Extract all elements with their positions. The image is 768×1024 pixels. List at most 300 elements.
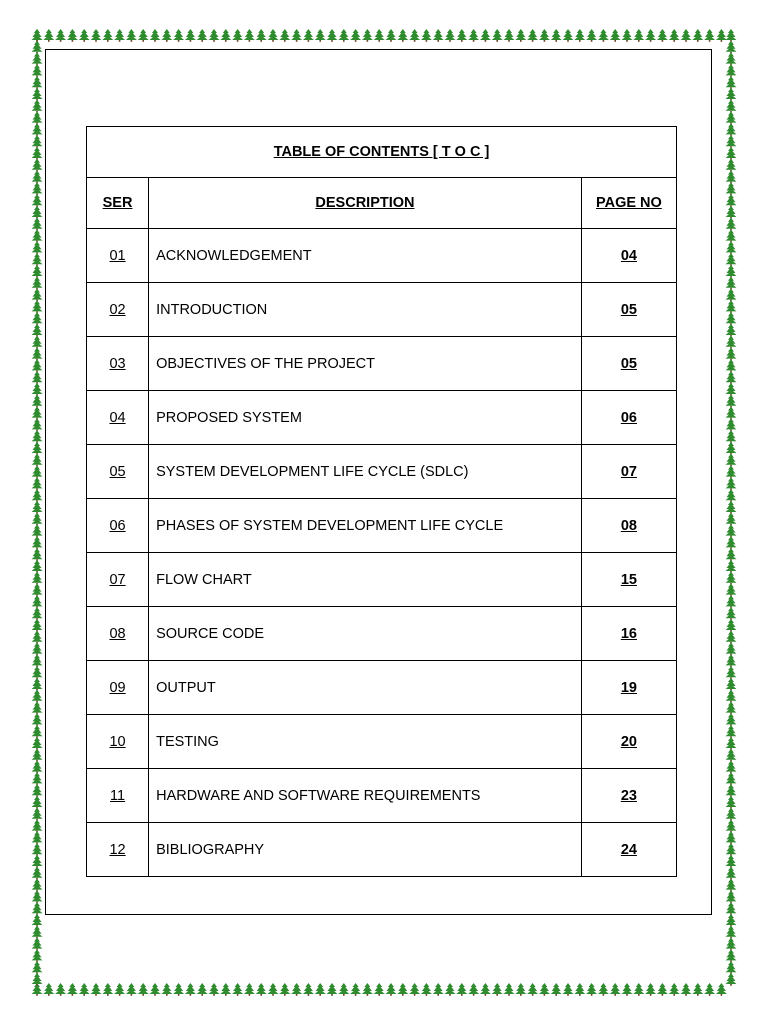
tree-icon (445, 983, 456, 996)
section-description: OBJECTIVES OF THE PROJECT (149, 337, 582, 391)
tree-icon (256, 983, 267, 996)
tree-icon (32, 442, 43, 455)
tree-icon (726, 159, 737, 172)
page-number: 16 (581, 607, 676, 661)
tree-icon (726, 902, 737, 915)
page-number: 19 (581, 661, 676, 715)
tree-icon (32, 914, 43, 927)
tree-icon (303, 29, 314, 42)
tree-icon (32, 300, 43, 313)
tree-icon (726, 123, 737, 136)
tree-icon (726, 961, 737, 974)
tree-icon (32, 961, 43, 974)
toc-row (87, 229, 677, 283)
tree-icon (726, 336, 737, 349)
tree-icon (150, 983, 161, 996)
tree-icon (32, 253, 43, 266)
ser-number: 01 (87, 229, 149, 283)
tree-icon (32, 560, 43, 573)
tree-icon (291, 29, 302, 42)
tree-icon (43, 983, 54, 996)
tree-icon (433, 29, 444, 42)
tree-icon (726, 41, 737, 54)
tree-icon (726, 761, 737, 774)
tree-icon (32, 53, 43, 66)
tree-icon (32, 407, 43, 420)
tree-icon (726, 784, 737, 797)
tree-icon (67, 983, 78, 996)
tree-icon (726, 796, 737, 809)
tree-icon (726, 395, 737, 408)
tree-icon (43, 29, 54, 42)
section-description: SOURCE CODE (149, 607, 582, 661)
tree-icon (681, 983, 692, 996)
tree-icon (79, 983, 90, 996)
tree-icon (138, 983, 149, 996)
tree-icon (657, 983, 668, 996)
toc-row (87, 391, 677, 445)
tree-icon (138, 29, 149, 42)
tree-icon (32, 525, 43, 538)
tree-icon (209, 983, 220, 996)
tree-icon (32, 359, 43, 372)
ser-number: 08 (87, 607, 149, 661)
tree-icon (32, 88, 43, 101)
tree-icon (468, 983, 479, 996)
tree-icon (32, 371, 43, 384)
tree-icon (726, 831, 737, 844)
tree-icon (726, 890, 737, 903)
tree-icon (726, 843, 737, 856)
description-header: DESCRIPTION (149, 178, 582, 229)
page-header: PAGE NO (581, 178, 676, 229)
tree-icon (32, 171, 43, 184)
tree-icon (726, 442, 737, 455)
tree-icon (726, 678, 737, 691)
tree-icon (32, 938, 43, 951)
tree-icon (726, 218, 737, 231)
tree-icon (32, 241, 43, 254)
tree-icon (515, 983, 526, 996)
tree-icon (102, 983, 113, 996)
tree-icon (726, 702, 737, 715)
tree-icon (102, 29, 113, 42)
tree-icon (32, 796, 43, 809)
tree-icon (291, 983, 302, 996)
toc-row (87, 661, 677, 715)
tree-icon (197, 29, 208, 42)
tree-icon (726, 867, 737, 880)
tree-icon (32, 879, 43, 892)
tree-icon (32, 182, 43, 195)
page-number: 05 (581, 283, 676, 337)
tree-icon (539, 983, 550, 996)
tree-icon (504, 983, 515, 996)
tree-icon (726, 112, 737, 125)
tree-icon (374, 983, 385, 996)
tree-icon (515, 29, 526, 42)
tree-icon (91, 29, 102, 42)
tree-icon (268, 983, 279, 996)
tree-icon (480, 29, 491, 42)
page-number: 05 (581, 337, 676, 391)
tree-icon (598, 29, 609, 42)
tree-icon (726, 973, 737, 986)
tree-icon (681, 29, 692, 42)
tree-icon (32, 725, 43, 738)
tree-icon (32, 64, 43, 77)
tree-icon (32, 123, 43, 136)
tree-icon (32, 855, 43, 868)
tree-icon (409, 29, 420, 42)
tree-icon (704, 983, 715, 996)
tree-icon (79, 29, 90, 42)
tree-icon (32, 749, 43, 762)
tree-icon (610, 983, 621, 996)
tree-icon (726, 289, 737, 302)
tree-icon (726, 584, 737, 597)
ser-number: 02 (87, 283, 149, 337)
tree-icon (161, 983, 172, 996)
tree-icon (586, 29, 597, 42)
section-description: BIBLIOGRAPHY (149, 823, 582, 877)
toc-title: TABLE OF CONTENTS [ T O C ] (87, 127, 677, 178)
tree-icon (610, 29, 621, 42)
tree-icon (726, 206, 737, 219)
tree-icon (327, 983, 338, 996)
page-number: 08 (581, 499, 676, 553)
tree-icon (726, 383, 737, 396)
tree-icon (492, 983, 503, 996)
tree-icon (32, 312, 43, 325)
tree-icon (726, 466, 737, 479)
tree-icon (726, 619, 737, 632)
tree-icon (563, 29, 574, 42)
toc-row (87, 283, 677, 337)
tree-icon (173, 29, 184, 42)
tree-icon (32, 867, 43, 880)
tree-icon (268, 29, 279, 42)
tree-icon (55, 983, 66, 996)
tree-icon (726, 572, 737, 585)
toc-header-row (87, 178, 677, 229)
section-description: SYSTEM DEVELOPMENT LIFE CYCLE (SDLC) (149, 445, 582, 499)
page-number: 04 (581, 229, 676, 283)
page-number: 23 (581, 769, 676, 823)
tree-border-right (724, 28, 738, 996)
tree-icon (279, 29, 290, 42)
toc-row (87, 337, 677, 391)
tree-icon (315, 29, 326, 42)
tree-icon (397, 983, 408, 996)
tree-icon (32, 100, 43, 113)
page-number: 24 (581, 823, 676, 877)
tree-icon (32, 772, 43, 785)
tree-icon (726, 100, 737, 113)
tree-icon (32, 76, 43, 89)
tree-icon (32, 808, 43, 821)
ser-header: SER (87, 178, 149, 229)
tree-icon (32, 383, 43, 396)
tree-icon (161, 29, 172, 42)
tree-icon (32, 194, 43, 207)
tree-icon (32, 348, 43, 361)
tree-icon (726, 53, 737, 66)
tree-icon (622, 983, 633, 996)
tree-icon (32, 643, 43, 656)
tree-icon (32, 713, 43, 726)
tree-icon (726, 135, 737, 148)
tree-icon (244, 983, 255, 996)
ser-number: 12 (87, 823, 149, 877)
table-of-contents (86, 126, 677, 877)
tree-icon (726, 643, 737, 656)
tree-icon (126, 983, 137, 996)
tree-icon (32, 289, 43, 302)
toc-row (87, 553, 677, 607)
tree-icon (726, 371, 737, 384)
tree-icon (726, 713, 737, 726)
tree-icon (32, 489, 43, 502)
section-description: FLOW CHART (149, 553, 582, 607)
tree-border-top (30, 28, 738, 42)
tree-border-left (30, 28, 44, 996)
tree-icon (32, 631, 43, 644)
ser-number: 11 (87, 769, 149, 823)
tree-icon (726, 808, 737, 821)
tree-icon (456, 29, 467, 42)
ser-number: 07 (87, 553, 149, 607)
tree-icon (32, 430, 43, 443)
tree-icon (32, 159, 43, 172)
tree-icon (726, 926, 737, 939)
tree-icon (726, 407, 737, 420)
tree-icon (32, 135, 43, 148)
ser-number: 06 (87, 499, 149, 553)
tree-icon (726, 171, 737, 184)
tree-icon (32, 949, 43, 962)
tree-icon (185, 983, 196, 996)
section-description: OUTPUT (149, 661, 582, 715)
tree-icon (726, 820, 737, 833)
tree-icon (32, 230, 43, 243)
tree-icon (726, 265, 737, 278)
tree-icon (32, 654, 43, 667)
tree-icon (150, 29, 161, 42)
tree-icon (586, 983, 597, 996)
section-description: TESTING (149, 715, 582, 769)
tree-icon (32, 595, 43, 608)
tree-icon (726, 348, 737, 361)
tree-icon (563, 983, 574, 996)
tree-icon (197, 983, 208, 996)
tree-icon (456, 983, 467, 996)
tree-icon (32, 206, 43, 219)
tree-icon (32, 619, 43, 632)
tree-icon (32, 218, 43, 231)
tree-icon (657, 29, 668, 42)
tree-icon (726, 666, 737, 679)
tree-icon (114, 983, 125, 996)
tree-icon (726, 607, 737, 620)
tree-icon (726, 737, 737, 750)
tree-icon (726, 949, 737, 962)
toc-row (87, 607, 677, 661)
section-description: INTRODUCTION (149, 283, 582, 337)
tree-icon (551, 29, 562, 42)
tree-icon (220, 29, 231, 42)
tree-icon (32, 147, 43, 160)
tree-icon (527, 29, 538, 42)
tree-icon (32, 902, 43, 915)
tree-icon (232, 29, 243, 42)
tree-icon (726, 595, 737, 608)
tree-icon (32, 536, 43, 549)
tree-icon (492, 29, 503, 42)
tree-icon (126, 29, 137, 42)
tree-icon (480, 983, 491, 996)
tree-icon (32, 336, 43, 349)
tree-icon (692, 983, 703, 996)
tree-icon (32, 678, 43, 691)
tree-icon (504, 29, 515, 42)
tree-icon (669, 983, 680, 996)
tree-icon (32, 418, 43, 431)
tree-icon (726, 76, 737, 89)
page-number: 15 (581, 553, 676, 607)
tree-icon (726, 29, 737, 42)
tree-icon (32, 737, 43, 750)
tree-icon (726, 300, 737, 313)
tree-icon (32, 666, 43, 679)
tree-icon (32, 607, 43, 620)
page-number: 20 (581, 715, 676, 769)
tree-icon (726, 182, 737, 195)
tree-icon (633, 29, 644, 42)
tree-icon (433, 983, 444, 996)
tree-icon (726, 560, 737, 573)
tree-icon (32, 761, 43, 774)
tree-icon (726, 772, 737, 785)
tree-icon (726, 548, 737, 561)
tree-icon (327, 29, 338, 42)
tree-border-bottom (30, 982, 738, 996)
tree-icon (32, 843, 43, 856)
tree-icon (726, 536, 737, 549)
tree-icon (32, 973, 43, 986)
section-description: PHASES OF SYSTEM DEVELOPMENT LIFE CYCLE (149, 499, 582, 553)
tree-icon (32, 265, 43, 278)
tree-icon (539, 29, 550, 42)
ser-number: 09 (87, 661, 149, 715)
tree-icon (527, 983, 538, 996)
tree-icon (303, 983, 314, 996)
tree-icon (32, 513, 43, 526)
tree-icon (726, 477, 737, 490)
tree-icon (726, 454, 737, 467)
tree-icon (315, 983, 326, 996)
tree-icon (244, 29, 255, 42)
tree-icon (726, 501, 737, 514)
section-description: PROPOSED SYSTEM (149, 391, 582, 445)
tree-icon (232, 983, 243, 996)
tree-icon (409, 983, 420, 996)
tree-icon (338, 983, 349, 996)
tree-icon (622, 29, 633, 42)
tree-icon (32, 831, 43, 844)
tree-icon (362, 29, 373, 42)
tree-icon (726, 855, 737, 868)
tree-icon (704, 29, 715, 42)
tree-icon (362, 983, 373, 996)
tree-icon (256, 29, 267, 42)
tree-icon (726, 418, 737, 431)
toc-row (87, 823, 677, 877)
tree-icon (726, 513, 737, 526)
tree-icon (726, 88, 737, 101)
tree-icon (726, 525, 737, 538)
tree-icon (350, 983, 361, 996)
tree-icon (598, 983, 609, 996)
tree-icon (32, 29, 43, 42)
tree-icon (67, 29, 78, 42)
tree-icon (726, 914, 737, 927)
tree-icon (645, 29, 656, 42)
tree-icon (397, 29, 408, 42)
tree-icon (173, 983, 184, 996)
toc-row (87, 445, 677, 499)
tree-icon (220, 983, 231, 996)
tree-icon (726, 430, 737, 443)
tree-icon (32, 584, 43, 597)
tree-icon (32, 820, 43, 833)
tree-icon (574, 29, 585, 42)
ser-number: 03 (87, 337, 149, 391)
tree-icon (91, 983, 102, 996)
tree-icon (386, 29, 397, 42)
tree-icon (32, 466, 43, 479)
tree-icon (726, 312, 737, 325)
tree-icon (32, 926, 43, 939)
tree-icon (350, 29, 361, 42)
tree-icon (726, 194, 737, 207)
tree-icon (32, 41, 43, 54)
tree-icon (386, 983, 397, 996)
tree-icon (32, 572, 43, 585)
tree-icon (574, 983, 585, 996)
tree-icon (692, 29, 703, 42)
tree-icon (55, 29, 66, 42)
tree-icon (32, 690, 43, 703)
section-description: HARDWARE AND SOFTWARE REQUIREMENTS (149, 769, 582, 823)
tree-icon (726, 879, 737, 892)
tree-icon (32, 395, 43, 408)
tree-icon (32, 890, 43, 903)
tree-icon (726, 690, 737, 703)
tree-icon (32, 477, 43, 490)
tree-icon (726, 725, 737, 738)
section-description: ACKNOWLEDGEMENT (149, 229, 582, 283)
ser-number: 05 (87, 445, 149, 499)
tree-icon (421, 983, 432, 996)
tree-icon (726, 230, 737, 243)
toc-row (87, 715, 677, 769)
tree-icon (32, 501, 43, 514)
tree-icon (32, 454, 43, 467)
toc-row (87, 499, 677, 553)
tree-icon (726, 147, 737, 160)
tree-icon (726, 324, 737, 337)
